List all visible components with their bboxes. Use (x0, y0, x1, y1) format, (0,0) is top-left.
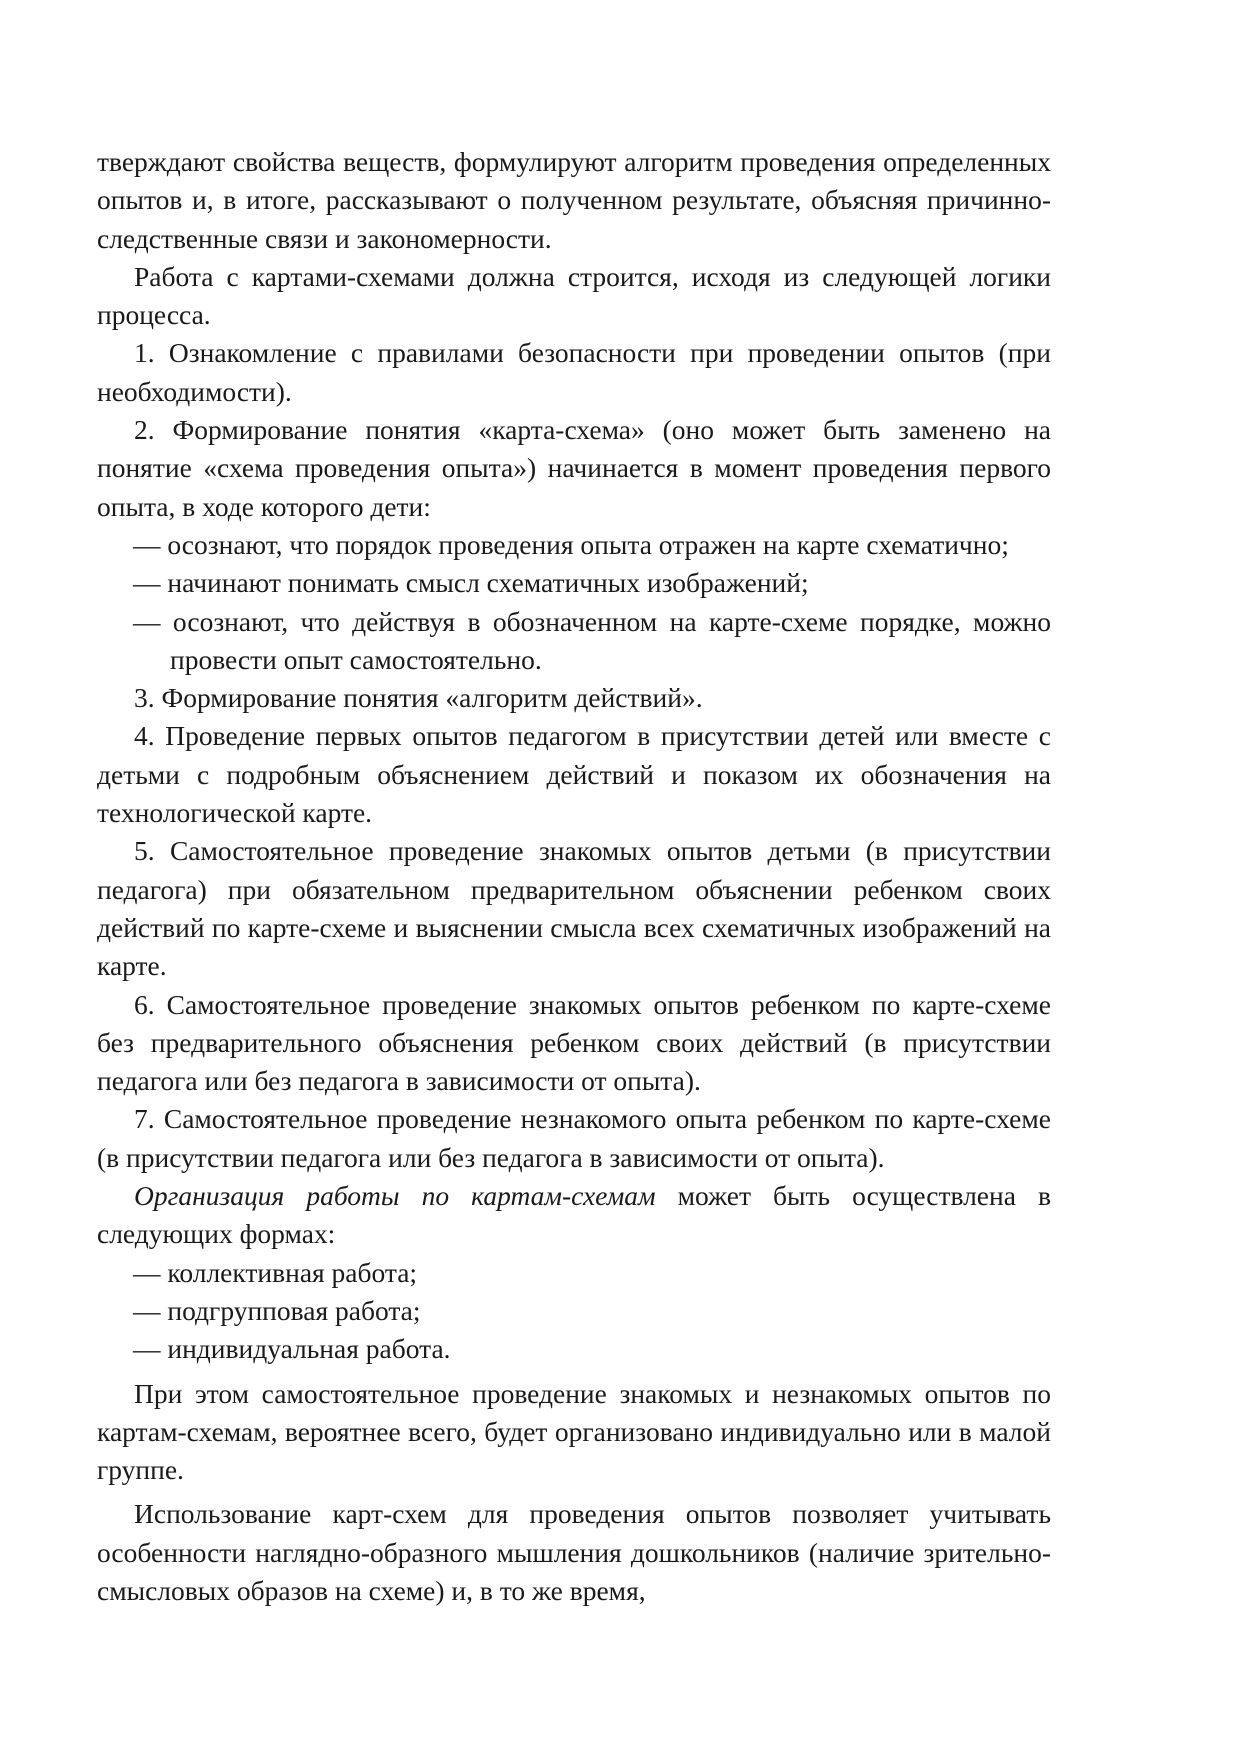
org-dash-3: — индивидуальная работа. (133, 1333, 451, 1365)
list-item-2-dash-2: — начинают понимать смысл схематичных изображений; (133, 567, 809, 599)
list-item-2-dash-1: — осознают, что порядок проведения опыта отражен на карте схематично; (133, 528, 1009, 560)
list-item-7: 7. Самостоятельное проведение незнакомого опыта ребенком по карте-схеме (в присутствии педагога или без педагога в зависимости от опыта). (97, 1103, 1051, 1173)
list-item-5: 5. Самостоятельное проведение знакомых опытов детьми (в присутствии педагога) при обязательном предварительном объяснении ребенком своих действий по карте-схеме и выяснении смысла всех схематичных изображений на карте. (97, 835, 1051, 982)
page-text (97, 143, 1051, 1610)
intro-paragraph: тверждают свойства веществ, формулируют алгоритм проведения определенных опытов и, в итоге, рассказывают о полученном результате, объясняя причинно-следственные связи и закономерности. (97, 146, 1051, 254)
org-dash-1: — коллективная работа; (133, 1256, 418, 1288)
list-item-2-dash-3: — осознают, что действуя в обозначенном на карте-схеме порядке, можно провести опыт самостоятельно. (133, 605, 1051, 675)
list-item-6: 6. Самостоятельное проведение знакомых опытов ребенком по карте-схеме без предварительного объяснения ребенком своих действий (в присутствии педагога или без педагога в зависимости от опыта). (97, 988, 1051, 1097)
organization-paragraph (97, 1177, 1051, 1254)
list-item-4: 4. Проведение первых опытов педагогом в присутствии детей или вместе с детьми с подробным объяснением действий и показом их обозначения на технологической карте. (97, 720, 1051, 829)
self-paragraph: При этом самостоятельное проведение знакомых и незнакомых опытов по картам-схемам, вероятнее всего, будет организовано индивидуально или в малой группе. (97, 1377, 1051, 1486)
list-item-1: 1. Ознакомление с правилами безопасности при проведении опытов (при необходимости). (97, 337, 1051, 407)
org-dash-2: — подгрупповая работа; (133, 1294, 421, 1326)
organization-italic-phrase: Организация работы по картам-схемам (134, 1180, 656, 1212)
organization-rest: может быть осуществлена в следующих формах: (97, 1180, 1051, 1250)
logic-paragraph: Работа с картами-схемами должна строится, исходя из следующей логики процесса. (97, 260, 1051, 331)
list-item-3: 3. Формирование понятия «алгоритм действий». (134, 682, 703, 714)
use-paragraph: Использование карт-схем для проведения опытов позволяет учитывать особенности наглядно-образного мышления дошкольников (наличие зрительно-смысловых образов на схеме) и, в то же время, (97, 1498, 1051, 1606)
list-item-2: 2. Формирование понятия «карта-схема» (оно может быть заменено на понятие «схема проведения опыта») начинается в момент проведения первого опыта, в ходе которого дети: (97, 414, 1051, 522)
